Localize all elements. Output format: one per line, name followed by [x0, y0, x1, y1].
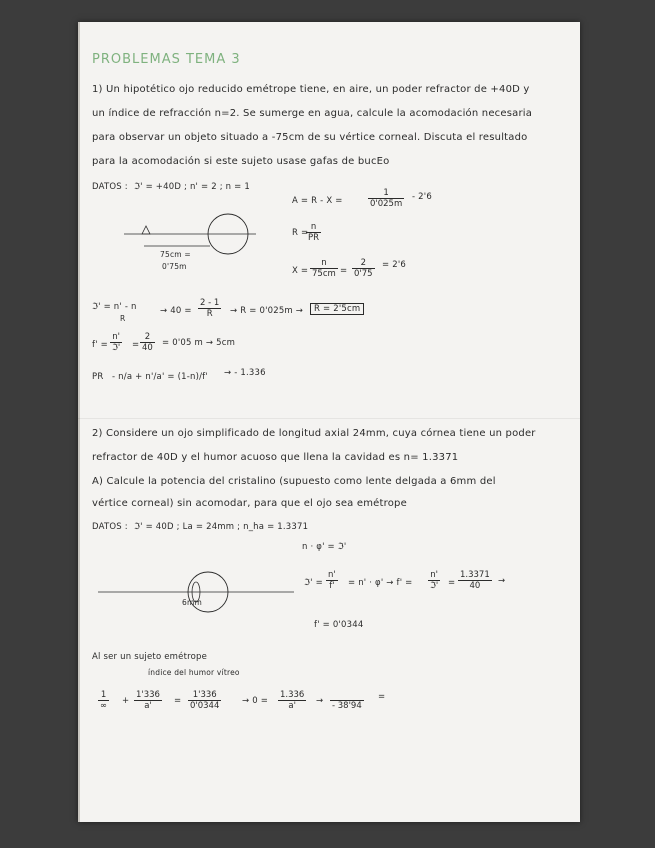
p1-eq2-mid: =	[132, 340, 140, 350]
p1-line-3: para observar un objeto situado a -75cm de su vértice corneal. Discuta el resultado	[92, 132, 528, 143]
p1-a-frac: $\frac{1}{0'025m}$	[370, 188, 403, 209]
p1-r-frac: $\frac{n}{PR}$	[308, 222, 320, 243]
p2-final-frac-d: $\frac{1.336}{a'}$	[280, 690, 305, 711]
p1-a-res: - 2'6	[412, 192, 432, 202]
p1-eq3-res: → - 1.336	[224, 368, 266, 378]
p2-eq-b-frac: $\frac{n'}{f'}$	[328, 570, 336, 591]
p1-eq2-frac2: $\frac{2}{40}$	[142, 332, 153, 353]
eye-diagram-1	[118, 208, 258, 278]
p1-eq3-terms: - n/a + n'/a' = (1-n)/f'	[112, 372, 208, 382]
eye-diagram-2	[96, 562, 296, 622]
notebook-page	[78, 22, 580, 822]
p2-final-frac-b: $\frac{1'336}{a'}$	[136, 690, 160, 711]
p2-annotation: índice del humor vítreo	[148, 668, 240, 677]
p2-final-frac-e: - 38'94	[330, 690, 364, 711]
p2-line-2: refractor de 40D y el humor acuoso que llena la cavidad es n= 1.3371	[92, 452, 459, 463]
p2-datos-label: DATOS :	[92, 522, 128, 532]
p2-eq-b-arrow: →	[498, 576, 506, 586]
p2-final-frac-a: 1 ∞	[100, 690, 108, 711]
p1-line-1: 1) Un hipotético ojo reducido emétrope tiene, en aire, un poder refractor de +40D y	[92, 84, 530, 95]
p2-final-mid: → 0 =	[242, 696, 269, 706]
p1-x-frac: $\frac{n}{75cm}$	[312, 258, 336, 279]
p1-eq1-frac: $\frac{2 - 1}{R}$	[200, 298, 220, 319]
page-fold	[78, 418, 580, 419]
p1-r-eq: R =	[292, 228, 309, 238]
p1-datos-label: DATOS :	[92, 182, 128, 192]
p2-final-plus: +	[122, 696, 130, 706]
p2-final-eq: =	[378, 692, 386, 702]
p1-eq1-box: R = 2'5cm	[310, 304, 364, 314]
p2-eq-a: n · φ' = ℑ'	[302, 542, 347, 552]
p2-final-eq1: =	[174, 696, 182, 706]
p1-x-eq: X =	[292, 266, 309, 276]
p2-final-end: →	[316, 696, 324, 706]
p1-eq1-mid: → 40 =	[160, 306, 192, 316]
p1-line-4: para la acomodación si este sujeto usase gafas de bucEo	[92, 156, 390, 167]
p1-eq1-lhs: ℑ' = n' - n	[92, 302, 137, 312]
p2-fig-label: 6mm	[182, 598, 202, 607]
page-title: PROBLEMAS TEMA 3	[92, 52, 241, 67]
p2-eq-b-mid: = n' · φ' → f' =	[348, 578, 413, 588]
p2-eq-b-lhs: ℑ' =	[304, 578, 323, 588]
p2-line-4: vértice corneal) sin acomodar, para que el ojo sea emétrope	[92, 498, 407, 509]
p1-fig-label-2: 0'75m	[162, 262, 187, 271]
p1-eq3-lhs: PR	[92, 372, 104, 382]
margin-line	[78, 22, 80, 822]
p2-eq-b-mid2: =	[448, 578, 456, 588]
p1-x-mid: =	[340, 266, 348, 276]
p2-line-3: A) Calcule la potencia del cristalino (supuesto como lente delgada a 6mm del	[92, 476, 496, 487]
p1-datos: ℑ' = +40D ; n' = 2 ; n = 1	[134, 182, 250, 192]
p1-line-2: un índice de refracción n=2. Se sumerge en agua, calcule la acomodación necesaria	[92, 108, 533, 119]
p1-x-res: = 2'6	[382, 260, 406, 270]
p2-eq-b-frac2: n' ℑ'	[430, 570, 439, 591]
p2-eq-c: f' = 0'0344	[314, 620, 364, 630]
p1-eq1-res: → R = 0'025m →	[230, 306, 304, 316]
p1-eq2-lhs: f' =	[92, 340, 108, 350]
p2-emetrope: Al ser un sujeto emétrope	[92, 652, 208, 662]
p1-eq1-den: R	[120, 314, 126, 323]
p1-fig-label-1: 75cm =	[160, 250, 191, 259]
p1-x-frac2: $\frac{2}{0'75}$	[354, 258, 373, 279]
p1-a-eq: A = R - X =	[292, 196, 343, 206]
p2-datos: ℑ' = 40D ; La = 24mm ; n_ha = 1.3371	[134, 522, 309, 532]
p2-line-1: 2) Considere un ojo simplificado de longitud axial 24mm, cuya córnea tiene un poder	[92, 428, 536, 439]
p1-eq2-frac: n' ℑ'	[112, 332, 121, 353]
p2-final-frac-c: $\frac{1'336}{0'0344}$	[190, 690, 220, 711]
p1-eq2-res: = 0'05 m → 5cm	[162, 338, 236, 348]
p2-eq-b-frac3: $\frac{1.3371}{40}$	[460, 570, 490, 591]
